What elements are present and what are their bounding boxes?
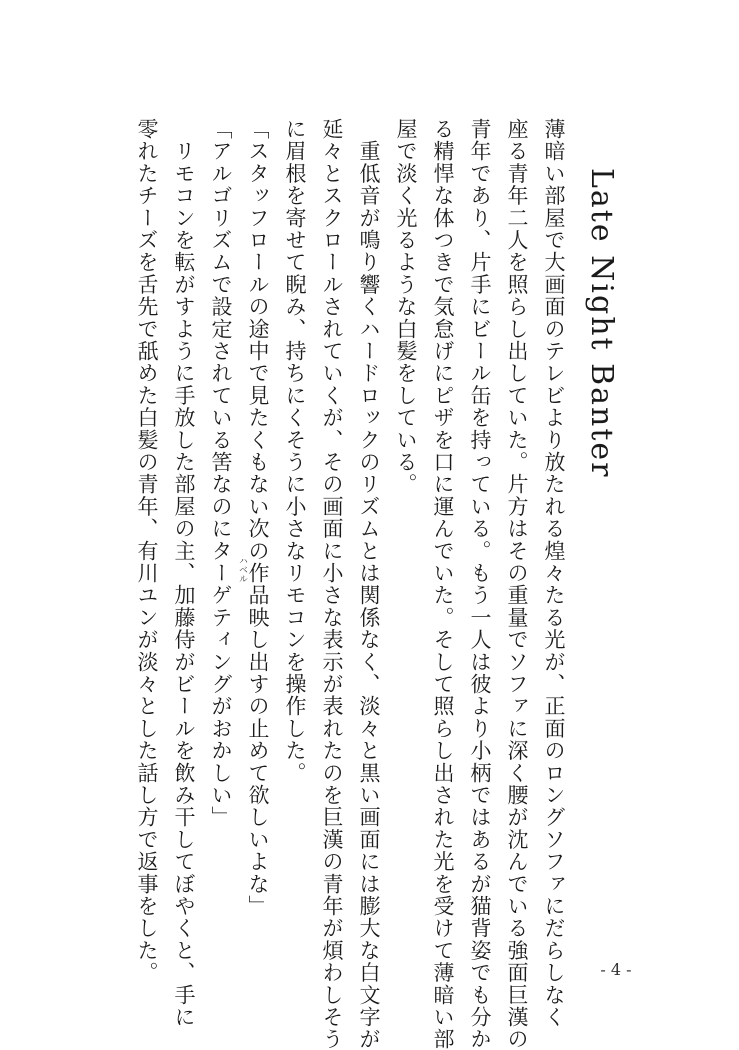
text-line-8: に眉根を寄せて睨み、持ちにくそうに小さなリモコンを操作した。 <box>283 118 307 784</box>
text-line-3: 青年であり、片手にビール缶を持っている。もう一人は彼より小柄ではあるが猫背姿でも分か <box>468 118 492 1050</box>
text-line-10: 「アルゴリズムで設定されている筈なのにターゲティングがおかしい」 <box>209 118 233 829</box>
text-line-6: 重低音が鳴り響くハードロックのリズムとは関係なく、淡々と黒い画面には膨大な白文字が <box>357 118 381 1050</box>
ruby-annotation: ハベル <box>237 556 247 583</box>
chapter-title: Late Night Banter <box>584 168 619 479</box>
text-line-1: 薄暗い部屋で大画面のテレビより放たれる煌々たる光が、正面のロングソファにだらしなく <box>542 118 566 1029</box>
text-line-12: 零れたチーズを舌先で舐めた白髪の青年、有川ユンが淡々とした話し方で返事をした。 <box>135 118 159 984</box>
text-line-4: る精悍な体つきで気怠げにピザを口に運んでいた。そして照らし出された光を受けて薄暗い部 <box>431 118 455 1050</box>
text-line-9: 「スタッフロールの途中で見たくもない次の作品映し出すの止めて欲しいよな」 <box>246 118 270 918</box>
page-number: - 4 - <box>600 960 632 979</box>
text-line-7: 延々とスクロールされていくが、その画面に小さな表示が表れたのを巨漢の青年が煩わしそう <box>320 118 344 1050</box>
text-line-2: 座る青年二人を照らし出していた。片方はその重量でソファに深く腰が沈んでいる強面巨漢の <box>505 118 529 1050</box>
text-line-11: リモコンを転がすように手放した部屋の主、加藤侍がビールを飲み干してぼやくと、手に <box>172 118 196 1029</box>
text-line-5: 屋で淡く光るような白髪をしている。 <box>394 118 418 496</box>
